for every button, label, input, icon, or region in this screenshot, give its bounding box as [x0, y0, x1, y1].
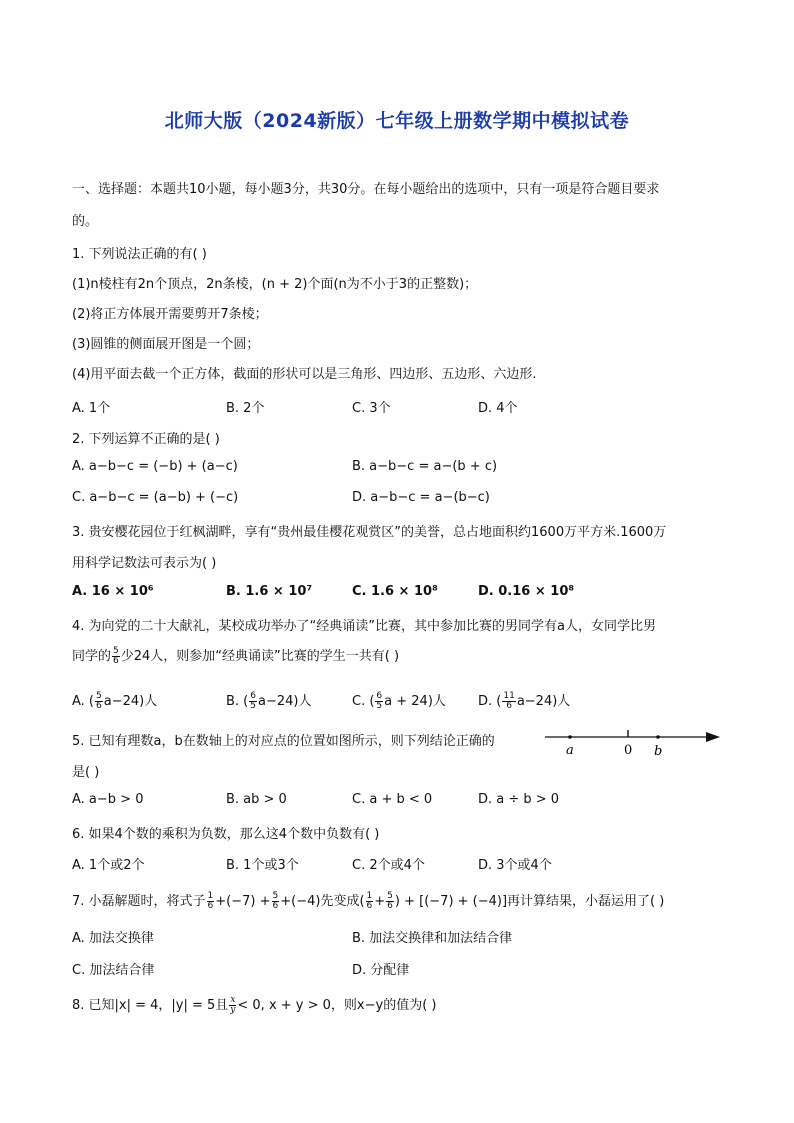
- q3-option-a[interactable]: A. 16 × 10⁶: [72, 584, 154, 599]
- number-line-figure: [540, 725, 730, 759]
- q5-option-d[interactable]: D. a ÷ b > 0: [478, 792, 560, 807]
- q1-statement-3: (3)圆锥的侧面展开图是一个圆；: [72, 337, 260, 352]
- q4-option-b[interactable]: B. ( $\frac{6}{5}$ a−24)人: [226, 691, 312, 711]
- page-title: 北师大版（2024新版）七年级上册数学期中模拟试卷: [164, 110, 630, 132]
- q1-option-a[interactable]: A. 1个: [72, 401, 111, 416]
- q4-option-c[interactable]: C. ( $\frac{6}{5}$ a + 24)人: [352, 691, 446, 711]
- q5-option-c[interactable]: C. a + b < 0: [352, 792, 433, 807]
- q2-option-c[interactable]: C. a−b−c = (a−b) + (−c): [72, 490, 239, 505]
- q3-stem-line1: 3. 贵安樱花园位于红枫湖畔，享有“贵州最佳樱花观赏区”的美誉，总占地面积约1600万平方米.1600万: [72, 525, 667, 540]
- q7-stem: 7. 小磊解题时，将式子 $\frac{1}{6}$ +(−7) + $\frac{5}{6}$ +(−4)先变成( $\frac{1}{6}$ + $\frac{5}{6}$ ) + [(−7) + (−4)]再计算结果，小磊运用了( ): [72, 891, 665, 911]
- q4-stem-line2: [72, 645, 399, 666]
- q3-stem-line2: 用科学记数法可表示为( ): [72, 556, 217, 571]
- q7-option-a[interactable]: A. 加法交换律: [72, 931, 154, 946]
- q6-option-c[interactable]: C. 2个或4个: [352, 858, 425, 873]
- q5-option-a[interactable]: A. a−b > 0: [72, 792, 144, 807]
- q5-stem-line2: 是( ): [72, 765, 100, 780]
- number-line-point-b: [656, 735, 660, 739]
- number-line-point-a: [568, 735, 572, 739]
- number-line-label-a: a: [566, 743, 574, 758]
- q5-option-b[interactable]: B. ab > 0: [226, 792, 287, 807]
- q1-statement-2: (2)将正方体展开需要剪开7条棱；: [72, 307, 268, 322]
- q1-statement-4: (4)用平面去截一个正方体，截面的形状可以是三角形、四边形、五边形、六边形.: [72, 367, 537, 382]
- q1-stem: 1. 下列说法正确的有( ): [72, 247, 207, 262]
- section-instructions-line2: 的。: [72, 214, 99, 229]
- q1-option-b[interactable]: B. 2个: [226, 401, 265, 416]
- q3-option-c[interactable]: C. 1.6 × 10⁸: [352, 584, 438, 599]
- q7-option-b[interactable]: B. 加法交换律和加法结合律: [352, 931, 513, 946]
- q4-option-d[interactable]: D. ( $\frac{11}{6}$ a−24)人: [478, 691, 571, 711]
- q2-option-a[interactable]: A. a−b−c = (−b) + (a−c): [72, 459, 238, 474]
- number-line-arrow: [706, 732, 720, 742]
- q3-option-b[interactable]: B. 1.6 × 10⁷: [226, 584, 313, 599]
- q4-stem-line2-start: 同学的: [72, 649, 112, 664]
- q6-option-a[interactable]: A. 1个或2个: [72, 858, 145, 873]
- q3-option-d[interactable]: D. 0.16 × 10⁸: [478, 584, 575, 599]
- q5-stem-line1: 5. 已知有理数a，b在数轴上的对应点的位置如图所示，则下列结论正确的: [72, 734, 495, 749]
- q7-option-d[interactable]: D. 分配律: [352, 963, 410, 978]
- q8-stem: 8. 已知|x| = 4，|y| = 5且 $\frac{x}{y}$ < 0, x + y > 0，则x−y的值为( ): [72, 995, 437, 1015]
- q1-option-d[interactable]: D. 4个: [478, 401, 518, 416]
- q4-stem-line2-end: 少24人，则参加“经典诵读”比赛的学生一共有( ): [120, 649, 400, 664]
- q1-statement-1: (1)n棱柱有2n个顶点，2n条棱，(n + 2)个面(n为不小于3的正整数)；: [72, 277, 478, 292]
- q4-fraction: $\frac{5}{6}$: [113, 646, 119, 666]
- q6-stem: 6. 如果4个数的乘积为负数，那么这4个数中负数有( ): [72, 827, 380, 842]
- q7-option-c[interactable]: C. 加法结合律: [72, 963, 155, 978]
- q4-option-a[interactable]: A. ( $\frac{5}{6}$ a−24)人: [72, 691, 158, 711]
- q2-stem: 2. 下列运算不正确的是( ): [72, 432, 220, 447]
- q2-option-b[interactable]: B. a−b−c = a−(b + c): [352, 459, 498, 474]
- q2-option-d[interactable]: D. a−b−c = a−(b−c): [352, 490, 490, 505]
- q4-stem-line1: 4. 为向党的二十大献礼，某校成功举办了“经典诵读”比赛，其中参加比赛的男同学有a人，女同学比男: [72, 619, 656, 634]
- q6-option-d[interactable]: D. 3个或4个: [478, 858, 552, 873]
- q1-option-c[interactable]: C. 3个: [352, 401, 391, 416]
- section-instructions-line1: 一、选择题：本题共10小题，每小题3分，共30分。在每小题给出的选项中，只有一项是符合题目要求: [72, 182, 660, 197]
- number-line-label-b: b: [654, 744, 663, 759]
- number-line-label-zero: 0: [624, 743, 633, 758]
- q6-option-b[interactable]: B. 1个或3个: [226, 858, 299, 873]
